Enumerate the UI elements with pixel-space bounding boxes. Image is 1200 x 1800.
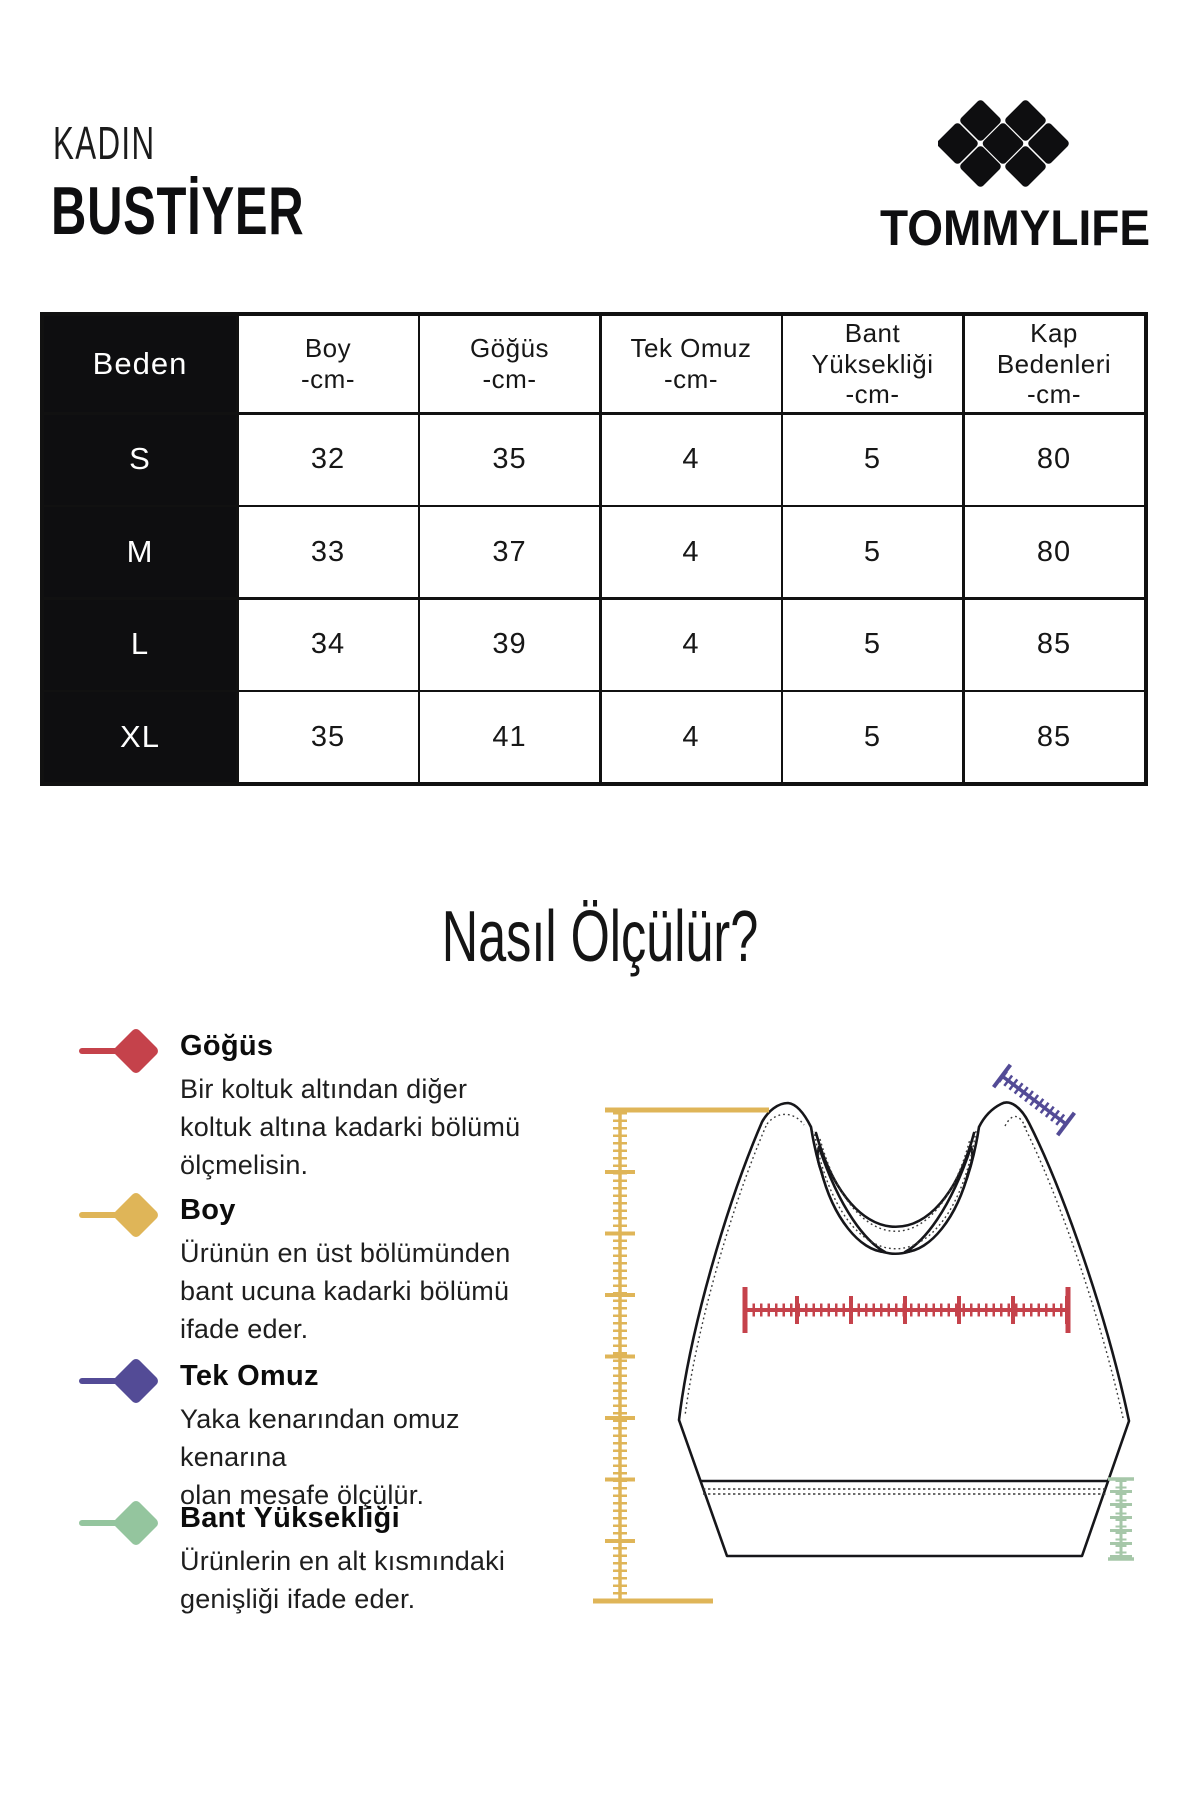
size-value-cell: 80 <box>965 507 1144 597</box>
size-table-header-cell: Tek Omuz -cm- <box>602 316 781 412</box>
size-value-cell: 5 <box>783 415 962 505</box>
legend-item-description: Ürünlerin en alt kısmındaki genişliği ifade eder. <box>180 1546 506 1614</box>
size-table-header-cell: Boy -cm- <box>239 316 418 412</box>
size-value-cell: 32 <box>239 415 418 505</box>
size-value-cell: 37 <box>420 507 599 597</box>
size-table <box>40 312 1148 786</box>
size-value-cell: 35 <box>239 692 418 782</box>
diamond-marker-icon <box>75 1024 175 1084</box>
legend-item-name: Tek Omuz <box>180 1360 319 1392</box>
legend-item-name: Göğüs <box>180 1030 274 1062</box>
legend-item-name: Bant Yüksekliği <box>180 1502 400 1534</box>
size-label-cell: S <box>44 415 236 505</box>
size-value-cell: 85 <box>965 692 1144 782</box>
size-value-cell: 5 <box>783 692 962 782</box>
size-value-cell: 80 <box>965 415 1144 505</box>
size-value-cell: 5 <box>783 600 962 690</box>
marker-diamond <box>112 1357 160 1405</box>
legend-item-description: Yaka kenarından omuz kenarına olan mesafe ölçülür. <box>180 1404 460 1510</box>
size-label-cell: L <box>44 600 236 690</box>
category-title: KADIN <box>53 117 156 169</box>
size-value-cell: 39 <box>420 600 599 690</box>
size-value-cell: 4 <box>602 507 781 597</box>
size-value-cell: 5 <box>783 507 962 597</box>
size-value-cell: 41 <box>420 692 599 782</box>
tommylife-logo-icon <box>938 96 1078 192</box>
legend-item <box>75 1502 555 1618</box>
marker-diamond <box>112 1027 160 1075</box>
size-table-header-cell: Bant Yüksekliği -cm- <box>783 316 962 412</box>
bant-ruler <box>1108 1479 1134 1559</box>
product-title: BUSTİYER <box>51 173 305 249</box>
brand-wordmark: TOMMYLIFE <box>879 200 1151 256</box>
size-value-cell: 4 <box>602 600 781 690</box>
size-table-header-cell: Göğüs -cm- <box>420 316 599 412</box>
size-value-cell: 35 <box>420 415 599 505</box>
marker-diamond <box>112 1499 160 1547</box>
marker-diamond <box>112 1191 160 1239</box>
size-value-cell: 85 <box>965 600 1144 690</box>
legend-item <box>75 1360 555 1514</box>
measurement-diagram <box>560 1050 1190 1680</box>
diamond-marker-icon <box>75 1496 175 1556</box>
legend-item-description: Ürünün en üst bölümünden bant ucuna kadarki bölümü ifade eder. <box>180 1238 511 1344</box>
size-label-cell: XL <box>44 692 236 782</box>
legend-item-name: Boy <box>180 1194 236 1226</box>
size-table-corner-cell: Beden <box>44 316 236 412</box>
legend-item-description: Bir koltuk altından diğer koltuk altına kadarki bölümü ölçmelisin. <box>180 1074 521 1180</box>
size-value-cell: 33 <box>239 507 418 597</box>
legend-item <box>75 1030 555 1184</box>
size-label-cell: M <box>44 507 236 597</box>
diamond-marker-icon <box>75 1354 175 1414</box>
size-value-cell: 4 <box>602 692 781 782</box>
diamond-marker-icon <box>75 1188 175 1248</box>
legend-item <box>75 1194 555 1348</box>
how-to-measure-title: Nasıl Ölçülür? <box>441 897 759 977</box>
size-value-cell: 34 <box>239 600 418 690</box>
size-value-cell: 4 <box>602 415 781 505</box>
size-table-header-cell: Kap Bedenleri -cm- <box>965 316 1144 412</box>
